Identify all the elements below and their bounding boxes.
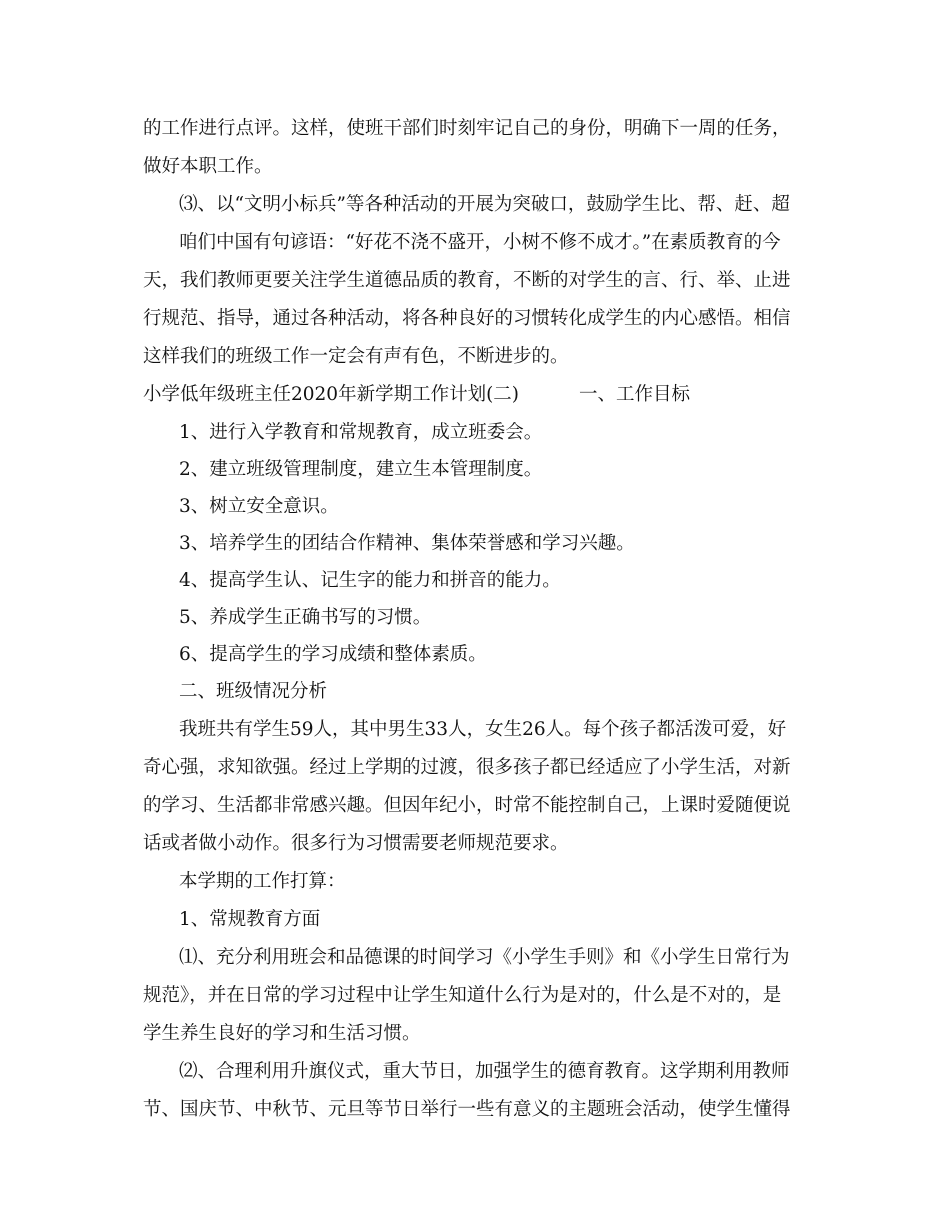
text-line: 的学习、生活都非常感兴趣。但因年纪小，时常不能控制自己，上课时爱随便说 [143,795,791,816]
text-line: 这样我们的班级工作一定会有声有色，不断进步的。 [143,346,569,367]
text-line: 的工作进行点评。这样，使班干部们时刻牢记自己的身份，明确下一周的任务， [143,118,791,139]
text-line: 做好本职工作。 [143,156,273,177]
section-heading: 1、常规教育方面 [179,909,321,930]
section-heading-line [143,376,808,414]
list-item: 3、培养学生的团结合作精神、集体荣誉感和学习兴趣。 [179,533,635,554]
text-line: 行规范、指导，通过各种活动，将各种良好的习惯转化成学生的内心感悟。相信 [143,308,791,329]
text-line: 规范》，并在日常的学习过程中让学生知道什么行为是对的，什么是不对的，是 [143,985,782,1006]
text-line: 学生养生良好的学习和生活习惯。 [143,1023,421,1044]
text-line: 话或者做小动作。很多行为习惯需要老师规范要求。 [143,833,569,854]
document-body [143,110,808,1129]
text-line: ⑴、充分利用班会和品德课的时间学习《小学生手则》和《小学生日常行为 [179,947,790,968]
section-heading: 一、工作目标 [579,384,691,405]
plan-title: 小学低年级班主任2020年新学期工作计划(二) [143,384,520,405]
list-item: 1、进行入学教育和常规教育，成立班委会。 [179,422,543,443]
list-item: 2、建立班级管理制度，建立生本管理制度。 [179,459,543,480]
list-item: 5、养成学生正确书写的习惯。 [179,607,432,628]
text-line: 奇心强，求知欲强。经过上学期的过渡，很多孩子都已经适应了小学生活，对新 [143,757,791,778]
list-item: 3、树立安全意识。 [179,496,339,517]
list-item: 6、提高学生的学习成绩和整体素质。 [179,644,487,665]
text-line: 节、国庆节、中秋节、元旦等节日举行一些有意义的主题班会活动，使学生懂得 [143,1099,791,1120]
text-line: 本学期的工作打算： [179,871,346,892]
text-line: 咱们中国有句谚语：“好花不浇不盛开，小树不修不成才。”在素质教育的今 [179,232,781,253]
text-line: 天，我们教师更要关注学生道德品质的教育，不断的对学生的言、行、举、止进 [143,270,791,291]
text-line: 我班共有学生59人，其中男生33人，女生26人。每个孩子都活泼可爱，好 [179,719,787,740]
list-item: 4、提高学生认、记生字的能力和拼音的能力。 [179,570,561,591]
text-line: ⑶、以“文明小标兵”等各种活动的开展为突破口，鼓励学生比、帮、赶、超 [179,194,790,215]
section-heading: 二、班级情况分析 [179,681,328,702]
text-line: ⑵、合理利用升旗仪式，重大节日，加强学生的德育教育。这学期利用教师 [179,1061,790,1082]
